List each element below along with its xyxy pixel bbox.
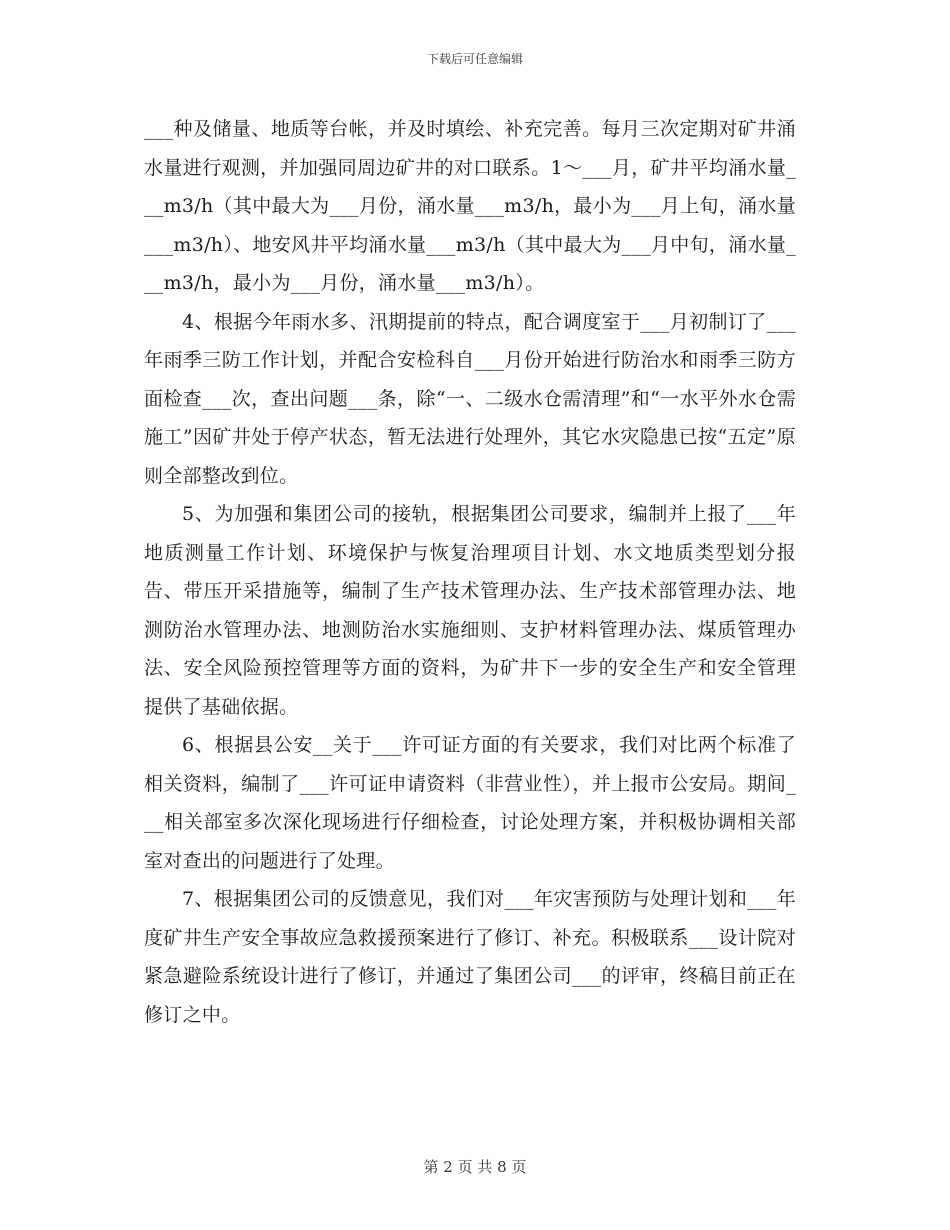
paragraph-item-4: 4、根据今年雨水多、汛期提前的特点，配合调度室于___月初制订了___年雨季三防工作计划，并配合安检科自___月份开始进行防治水和雨季三防方面检查___次，查出问题___条，除“一、二级水仓需清理”和“一水平外水仓需施工”因矿井处于停产状态，暂无法进行处理外，其它水灾隐患已按“五定”原则全部整改到位。 xyxy=(144,310,796,487)
paragraph-item-5: 5、为加强和集团公司的接轨，根据集团公司要求，编制并上报了___年地质测量工作计划、环境保护与恢复治理项目计划、水文地质类型划分报告、带压开采措施等，编制了生产技术管理办法、生产技术部管理办法、地测防治水管理办法、地测防治水实施细则、支护材料管理办法、煤质管理办法、安全风险预控管理等方面的资料，为矿井下一步的安全生产和安全管理提供了基础依据。 xyxy=(144,503,796,718)
paragraph-item-7: 7、根据集团公司的反馈意见，我们对___年灾害预防与处理计划和___年度矿井生产安全事故应急救援预案进行了修订、补充。积极联系___设计院对紧急避险系统设计进行了修订，并通过了集团公司___的评审，终稿目前正在修订之中。 xyxy=(144,888,796,1026)
paragraph-item-6: 6、根据县公安__关于___许可证方面的有关要求，我们对比两个标准了相关资料，编制了___许可证申请资料（非营业性），并上报市公安局。期间___相关部室多次深化现场进行仔细检查，讨论处理方案，并积极协调相关部室对查出的问题进行了处理。 xyxy=(144,734,796,872)
page-header: 下载后可任意编辑 xyxy=(426,52,523,66)
paragraph-continuation: ___种及储量、地质等台帐，并及时填绘、补充完善。每月三次定期对矿井涌水量进行观测，并加强同周边矿井的对口联系。1～___月，矿井平均涌水量___m3/h（其中最大为___月份，涌水量___m3/h，最小为___月上旬，涌水量___m3/h）、地安风井平均涌水量___m3/h（其中最大为___月中旬，涌水量___m3/h，最小为___月份，涌水量___m3/h）。 xyxy=(144,118,796,294)
page-number-footer: 第 2 页 共 8 页 xyxy=(423,1158,527,1176)
document-body xyxy=(144,110,796,1034)
